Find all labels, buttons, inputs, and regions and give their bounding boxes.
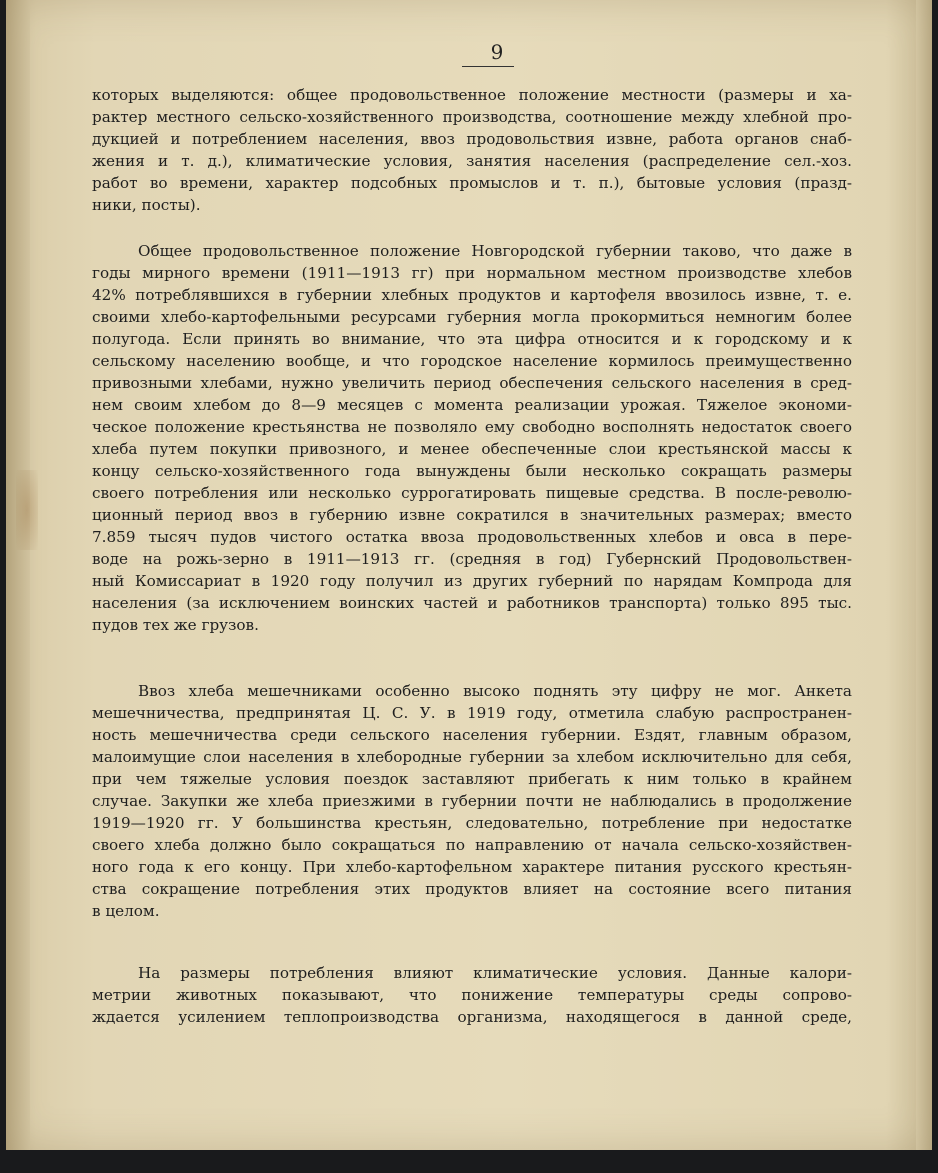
paper-stain xyxy=(16,470,38,550)
text-line: случае. Закупки же хлеба приезжими в губернии почти не наблюдались в продолжение xyxy=(92,792,852,810)
paragraph-2 xyxy=(92,240,852,636)
text-line: полугода. Если принять во внимание, что эта цифра относится и к городскому и к xyxy=(92,330,852,348)
text-line: ность мешечничества среди сельского населения губернии. Ездят, главным образом, xyxy=(92,726,852,744)
text-line: работ во времени, характер подсобных промыслов и т. п.), бытовые условия (празд- xyxy=(92,174,852,192)
page-binding-edge xyxy=(6,0,30,1150)
text-line: при чем тяжелые условия поездок заставляют прибегать к ним только в крайнем xyxy=(92,770,852,788)
text-line: 1919—1920 гг. У большинства крестьян, следовательно, потребление при недостатке xyxy=(92,814,852,832)
text-line: которых выделяются: общее продовольственное положение местности (размеры и ха- xyxy=(92,86,852,104)
page-number: 9 xyxy=(490,40,504,64)
text-line: пудов тех же грузов. xyxy=(92,616,259,634)
text-line: дукцией и потреблением населения, ввоз продовольствия извне, работа органов снаб- xyxy=(92,130,852,148)
text-line: своими хлебо-картофельными ресурсами губерния могла прокормиться немногим более xyxy=(92,308,852,326)
text-line: Ввоз хлеба мешечниками особенно высоко поднять эту цифру не мог. Анкета xyxy=(138,682,852,700)
text-line: концу сельско-хозяйственного года вынуждены были несколько сокращать размеры xyxy=(92,462,852,480)
text-line: годы мирного времени (1911—1913 гг) при нормальном местном производстве хлебов xyxy=(92,264,852,282)
text-line: малоимущие слои населения в хлебородные губернии за хлебом исключительно для себя, xyxy=(92,748,852,766)
text-line: своего хлеба должно было сокращаться по направлению от начала сельско-хозяйствен- xyxy=(92,836,852,854)
text-line: Общее продовольственное положение Новгородской губернии таково, что даже в xyxy=(138,242,852,260)
text-line: своего потребления или несколько суррогатировать пищевые средства. В после-револю- xyxy=(92,484,852,502)
text-line: рактер местного сельско-хозяйственного производства, соотношение между хлебной про- xyxy=(92,108,852,126)
text-line: ства сокращение потребления этих продуктов влияет на состояние всего питания xyxy=(92,880,852,898)
text-line: 42% потреблявшихся в губернии хлебных продуктов и картофеля ввозилось извне, т. е. xyxy=(92,286,852,304)
text-line: хлеба путем покупки привозного, и менее обеспеченные слои крестьянской массы к xyxy=(92,440,852,458)
paragraph-3 xyxy=(92,680,852,922)
text-line: ждается усилением теплопроизводства организма, находящегося в данной среде, xyxy=(92,1008,852,1026)
text-line: мешечничества, предпринятая Ц. С. У. в 1919 году, отметила слабую распространен- xyxy=(92,704,852,722)
text-line: в целом. xyxy=(92,902,160,920)
text-line: сельскому населению вообще, и что городское население кормилось преимущественно xyxy=(92,352,852,370)
page-outer-edge xyxy=(916,0,932,1150)
text-line: воде на рожь-зерно в 1911—1913 гг. (средняя в год) Губернский Продовольствен- xyxy=(92,550,852,568)
text-line: жения и т. д.), климатические условия, занятия населения (распределение сел.-хоз. xyxy=(92,152,852,170)
text-line: На размеры потребления влияют климатические условия. Данные калори- xyxy=(138,964,852,982)
text-line: ческое положение крестьянства не позволяло ему свободно восполнять недостаток своего xyxy=(92,418,852,436)
scan-background xyxy=(6,1150,932,1173)
text-line: ный Комиссариат в 1920 году получил из других губерний по нарядам Компрода для xyxy=(92,572,852,590)
text-line: 7.859 тысяч пудов чистого остатка ввоза продовольственных хлебов и овса в пере- xyxy=(92,528,852,546)
text-line: привозными хлебами, нужно увеличить период обеспечения сельского населения в сред- xyxy=(92,374,852,392)
text-line: метрии животных показывают, что понижение температуры среды сопрово- xyxy=(92,986,852,1004)
page-number-underline xyxy=(462,66,514,67)
paragraph-1 xyxy=(92,84,852,216)
paragraph-4 xyxy=(92,962,852,1028)
text-line: ники, посты). xyxy=(92,196,201,214)
text-line: нем своим хлебом до 8—9 месяцев с момента реализации урожая. Тяжелое экономи- xyxy=(92,396,852,414)
text-line: ного года к его концу. При хлебо-картофельном характере питания русского крестьян- xyxy=(92,858,852,876)
text-line: населения (за исключением воинских частей и работников транспорта) только 895 тыс. xyxy=(92,594,852,612)
text-line: ционный период ввоз в губернию извне сократился в значительных размерах; вместо xyxy=(92,506,852,524)
